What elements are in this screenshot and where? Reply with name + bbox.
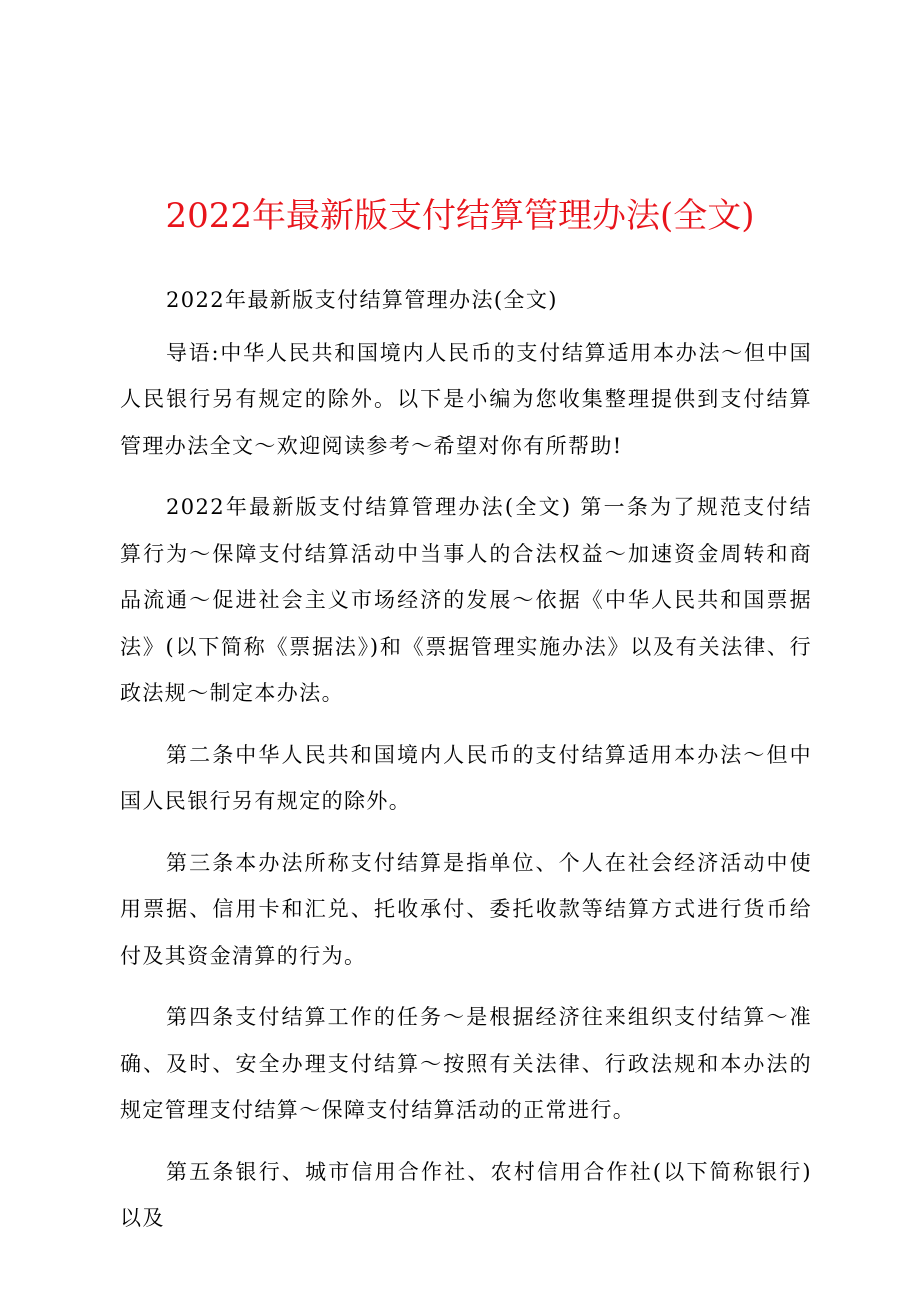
document-body: [120, 277, 812, 1257]
document-title: 2022年最新版支付结算管理办法(全文): [165, 196, 755, 236]
article-5-paragraph: 第五条银行、城市信用合作社、农村信用合作社(以下简称银行)以及: [120, 1159, 812, 1230]
article-3-paragraph: 第三条本办法所称支付结算是指单位、个人在社会经济活动中使用票据、信用卡和汇兑、托收承付、委托收款等结算方式进行货币给付及其资金清算的行为。: [120, 850, 812, 968]
intro-paragraph: 导语:中华人民共和国境内人民币的支付结算适用本办法～但中国人民银行另有规定的除外。以下是小编为您收集整理提供到支付结算管理办法全文～欢迎阅读参考～希望对你有所帮助!: [120, 340, 812, 458]
article-4-paragraph: 第四条支付结算工作的任务～是根据经济往来组织支付结算～准确、及时、安全办理支付结算～按照有关法律、行政法规和本办法的规定管理支付结算～保障支付结算活动的正常进行。: [120, 1005, 812, 1122]
article-2-paragraph: 第二条中华人民共和国境内人民币的支付结算适用本办法～但中国人民银行另有规定的除外。: [120, 742, 812, 813]
subtitle-paragraph: 2022年最新版支付结算管理办法(全文): [166, 288, 558, 312]
article-1-paragraph: 2022年最新版支付结算管理办法(全文) 第一条为了规范支付结算行为～保障支付结算活动中当事人的合法权益～加速资金周转和商品流通～促进社会主义市场经济的发展～依据《中华人民共和国票据法》(以下简称《票据法》)和《票据管理实施办法》以及有关法律、行政法规～制定本办法。: [120, 495, 812, 705]
